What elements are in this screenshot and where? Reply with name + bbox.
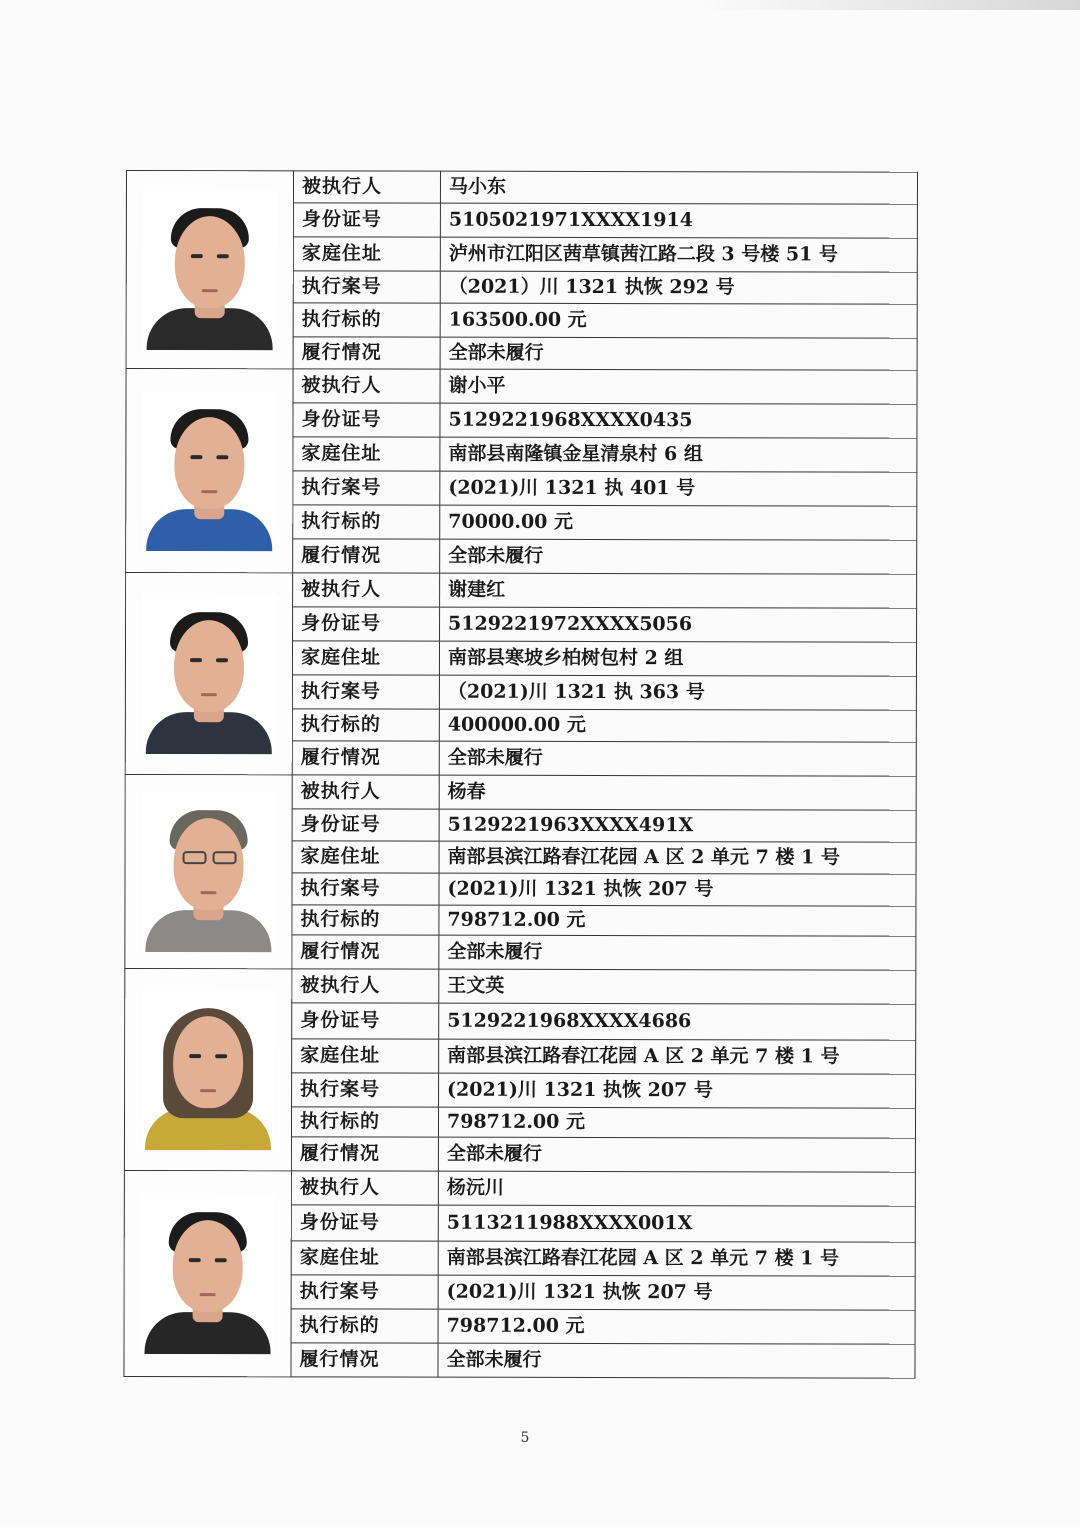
field-value: 798712.00 元: [438, 1309, 915, 1344]
field-value: 杨沅川: [438, 1171, 915, 1206]
record-row: [126, 171, 917, 205]
field-label: 执行案号: [292, 1073, 439, 1107]
field-value: 全部未履行: [439, 935, 916, 970]
field-value: 5129221963XXXX491X: [439, 809, 916, 842]
right-eye-shape: [215, 1054, 227, 1058]
right-eye-shape: [216, 658, 228, 662]
photo-cell: [125, 774, 292, 968]
field-label: 执行案号: [292, 675, 439, 709]
field-label: 被执行人: [293, 369, 440, 403]
field-label: 身份证号: [293, 403, 440, 437]
field-value: 5113211988XXXX001X: [438, 1205, 915, 1242]
photo-cell: [126, 171, 293, 369]
field-label: 执行案号: [293, 271, 440, 303]
field-label: 执行标的: [292, 709, 439, 741]
right-eye-shape: [216, 455, 228, 459]
right-eye-shape: [217, 254, 229, 258]
field-label: 身份证号: [291, 1205, 438, 1241]
field-label: 执行标的: [291, 1107, 438, 1137]
field-label: 履行情况: [291, 1137, 438, 1171]
left-eye-shape: [189, 1054, 201, 1058]
scan-edge-shadow: [700, 0, 1080, 10]
record-row: [125, 774, 916, 810]
field-label: 家庭住址: [292, 841, 439, 873]
field-value: 王文英: [439, 969, 916, 1004]
right-eye-shape: [215, 1258, 227, 1262]
field-label: 身份证号: [292, 1003, 439, 1039]
left-eye-shape: [183, 851, 207, 864]
head-shape: [175, 216, 245, 308]
field-value: 南部县寒坡乡柏树包村 2 组: [439, 641, 916, 676]
mouth-shape: [200, 891, 216, 894]
head-shape: [174, 620, 244, 712]
field-label: 被执行人: [293, 171, 440, 203]
field-label: 身份证号: [293, 203, 440, 237]
photo-cell: [126, 369, 293, 573]
mouth-shape: [200, 1089, 216, 1092]
field-value: 南部县滨江路春江花园 A 区 2 单元 7 楼 1 号: [439, 841, 916, 874]
field-value: 798712.00 元: [438, 1107, 915, 1138]
photo-cell: [125, 573, 292, 775]
mouth-shape: [202, 289, 218, 292]
field-value: 马小东: [440, 171, 917, 204]
field-label: 家庭住址: [292, 1039, 439, 1073]
page-number: 5: [520, 1430, 530, 1446]
field-label: 履行情况: [293, 337, 440, 369]
record-row: [126, 369, 917, 405]
field-label: 执行案号: [293, 471, 440, 505]
field-value: 全部未履行: [438, 1343, 915, 1378]
field-value: 5105021971XXXX1914: [440, 203, 917, 238]
photo-cell: [124, 1170, 291, 1376]
record-row: [124, 1170, 915, 1206]
person-photo: [142, 391, 276, 551]
field-label: 被执行人: [291, 1171, 438, 1205]
field-value: 谢小平: [440, 369, 917, 404]
left-eye-shape: [191, 254, 203, 258]
field-label: 执行标的: [291, 1309, 438, 1343]
field-value: (2021)川 1321 执 401 号: [440, 471, 917, 506]
person-photo: [141, 990, 275, 1150]
field-value: 杨春: [439, 775, 916, 810]
person-photo: [141, 1194, 275, 1354]
field-value: 400000.00 元: [439, 709, 916, 742]
field-value: (2021)川 1321 执恢 207 号: [439, 873, 916, 906]
left-eye-shape: [190, 658, 202, 662]
field-label: 执行案号: [292, 873, 439, 905]
field-value: 798712.00 元: [439, 905, 916, 936]
record-row: [125, 968, 916, 1004]
mouth-shape: [201, 490, 217, 493]
mouth-shape: [201, 693, 217, 696]
field-label: 被执行人: [292, 969, 439, 1003]
mouth-shape: [200, 1293, 216, 1296]
field-label: 执行标的: [292, 905, 439, 935]
person-photo: [143, 190, 277, 350]
field-value: （2021）川 1321 执恢 292 号: [440, 271, 917, 304]
head-shape: [173, 1220, 243, 1312]
field-value: 70000.00 元: [440, 505, 917, 540]
field-value: 163500.00 元: [440, 303, 917, 338]
field-value: 谢建红: [440, 573, 917, 608]
field-value: 全部未履行: [440, 337, 917, 370]
field-value: 泸州市江阳区茜草镇茜江路二段 3 号楼 51 号: [440, 237, 917, 272]
field-label: 执行案号: [291, 1275, 438, 1309]
right-eye-shape: [213, 851, 237, 864]
field-label: 执行标的: [293, 303, 440, 337]
left-eye-shape: [190, 455, 202, 459]
photo-cell: [124, 968, 291, 1170]
field-label: 身份证号: [293, 607, 440, 641]
left-eye-shape: [189, 1258, 201, 1262]
field-label: 家庭住址: [291, 1241, 438, 1275]
field-value: 5129221968XXXX0435: [440, 403, 917, 438]
field-value: 全部未履行: [438, 1137, 915, 1172]
field-label: 履行情况: [292, 741, 439, 775]
field-label: 执行标的: [293, 505, 440, 539]
field-value: 全部未履行: [439, 741, 916, 776]
field-value: (2021)川 1321 执恢 207 号: [438, 1275, 915, 1310]
field-label: 身份证号: [292, 809, 439, 841]
field-value: (2021)川 1321 执恢 207 号: [439, 1073, 916, 1108]
field-value: （2021)川 1321 执 363 号: [439, 675, 916, 710]
field-value: 5129221968XXXX4686: [439, 1003, 916, 1040]
field-label: 被执行人: [293, 573, 440, 607]
field-label: 家庭住址: [293, 237, 440, 271]
debtor-records-table: [123, 170, 918, 1379]
field-label: 履行情况: [293, 539, 440, 573]
person-photo: [141, 792, 275, 952]
person-photo: [142, 594, 276, 754]
record-row: [126, 573, 917, 609]
field-value: 南部县滨江路春江花园 A 区 2 单元 7 楼 1 号: [438, 1241, 915, 1276]
head-shape: [173, 1016, 243, 1108]
field-value: 南部县南隆镇金星清泉村 6 组: [440, 437, 917, 472]
field-label: 履行情况: [291, 1343, 438, 1377]
field-value: 5129221972XXXX5056: [440, 607, 917, 642]
field-value: 南部县滨江路春江花园 A 区 2 单元 7 楼 1 号: [439, 1039, 916, 1074]
field-label: 家庭住址: [292, 641, 439, 675]
field-value: 全部未履行: [440, 539, 917, 574]
head-shape: [174, 417, 244, 509]
field-label: 被执行人: [292, 775, 439, 809]
field-label: 家庭住址: [293, 437, 440, 471]
field-label: 履行情况: [292, 935, 439, 969]
